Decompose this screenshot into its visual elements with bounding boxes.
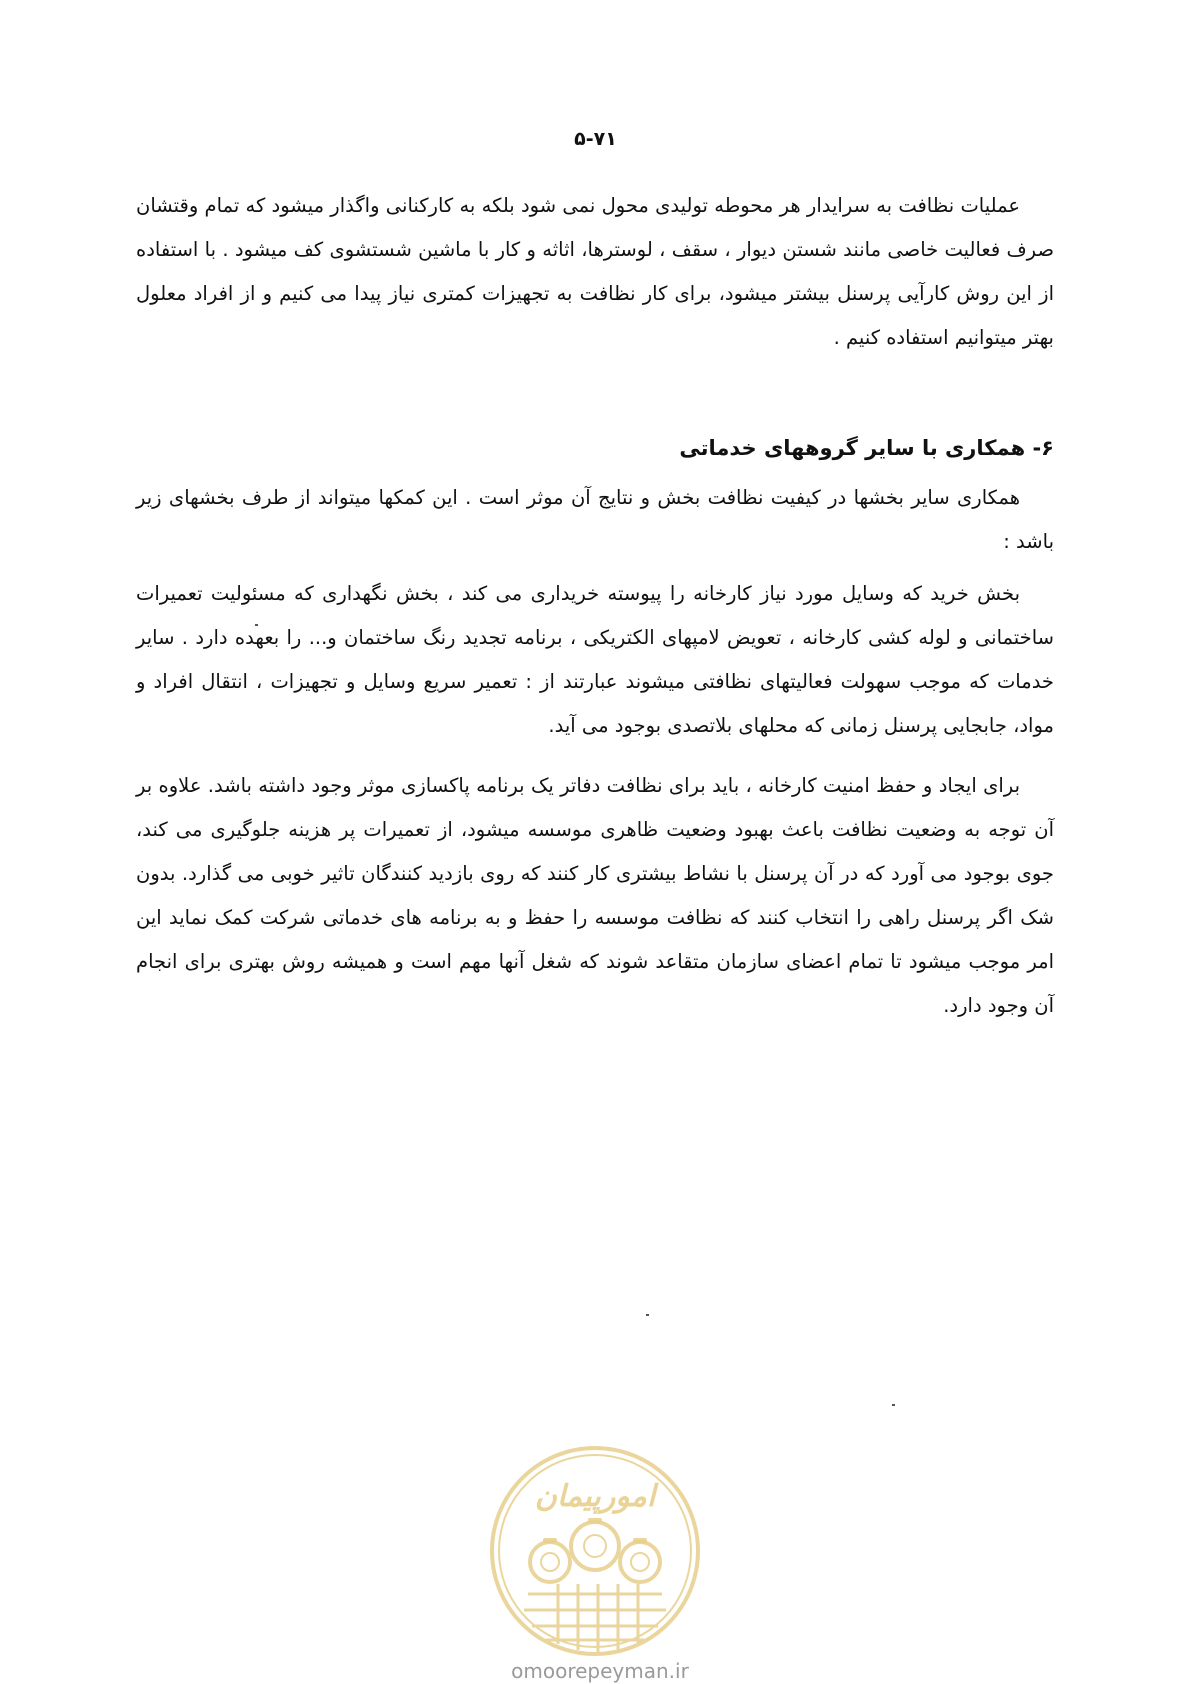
scan-speck [255,624,258,626]
paragraph-3: بخش خرید که وسایل مورد نیاز کارخانه را پیوسته خریداری می کند ، بخش نگهداری که مسئولیت تعمیرات ساختمانی و لوله کشی کارخانه ، تعویض لامپهای الکتریکی ، برنامه تجدید رنگ ساختمان و... را بعهده دارد . سایر خدمات که موجب سهولت فعالیتهای نظافتی میشوند عبارتند از : تعمیر سریع وسایل و تجهیزات ، انتقال افراد و مواد، جابجایی پرسنل زمانی که محلهای بلاتصدی بوجود می آید. [136,582,1054,737]
paragraph-4: برای ایجاد و حفظ امنیت کارخانه ، باید برای نظافت دفاتر یک برنامه پاکسازی موثر وجود داشته باشد. علاوه بر آن توجه به وضعیت نظافت باعث بهبود وضعیت ظاهری موسسه میشود، از تعمیرات پر هزینه جلوگیری می کند، جوی بوجود می آورد که در آن پرسنل با نشاط بیشتری کار کنند که روی بازدید کنندگان تاثیر خوبی می گذارد. بدون شک اگر پرسنل راهی را انتخاب کنند که نظافت موسسه را حفظ و به برنامه های خدماتی شرکت کمک نماید این امر موجب میشود تا تمام اعضای سازمان متقاعد شوند که شغل آنها مهم است و همیشه روش بهتری برای انجام آن وجود دارد. [136,774,1054,1017]
section-heading: ۶- همکاری با سایر گروههای خدماتی [679,436,1054,460]
page-number: ۵-۷۱ [574,128,617,150]
watermark-logo [488,1444,702,1658]
paragraph-2: همکاری سایر بخشها در کیفیت نظافت بخش و نتایج آن موثر است . این کمکها میتواند از طرف بخشهای زیر باشد : [136,486,1054,553]
scan-speck [892,1404,895,1406]
watermark-site: omoorepeyman.ir [511,1659,689,1683]
gear-seal-icon [488,1444,702,1658]
paragraph-1: عملیات نظافت به سرایدار هر محوطه تولیدی محول نمی شود بلکه به کارکنانی واگذار میشود که تمام وقتشان صرف فعالیت خاصی مانند شستن دیوار ، سقف ، لوسترها، اثاثه و کار با ماشین شستشوی کف میشود . با استفاده از این روش کارآیی پرسنل بیشتر میشود، برای کار نظافت به تجهیزات کمتری نیاز پیدا می کنیم و از افراد معلول بهتر میتوانیم استفاده کنیم . [136,194,1054,349]
logo-lettering: امورپیمان [534,1479,656,1514]
scan-speck [646,1314,649,1316]
